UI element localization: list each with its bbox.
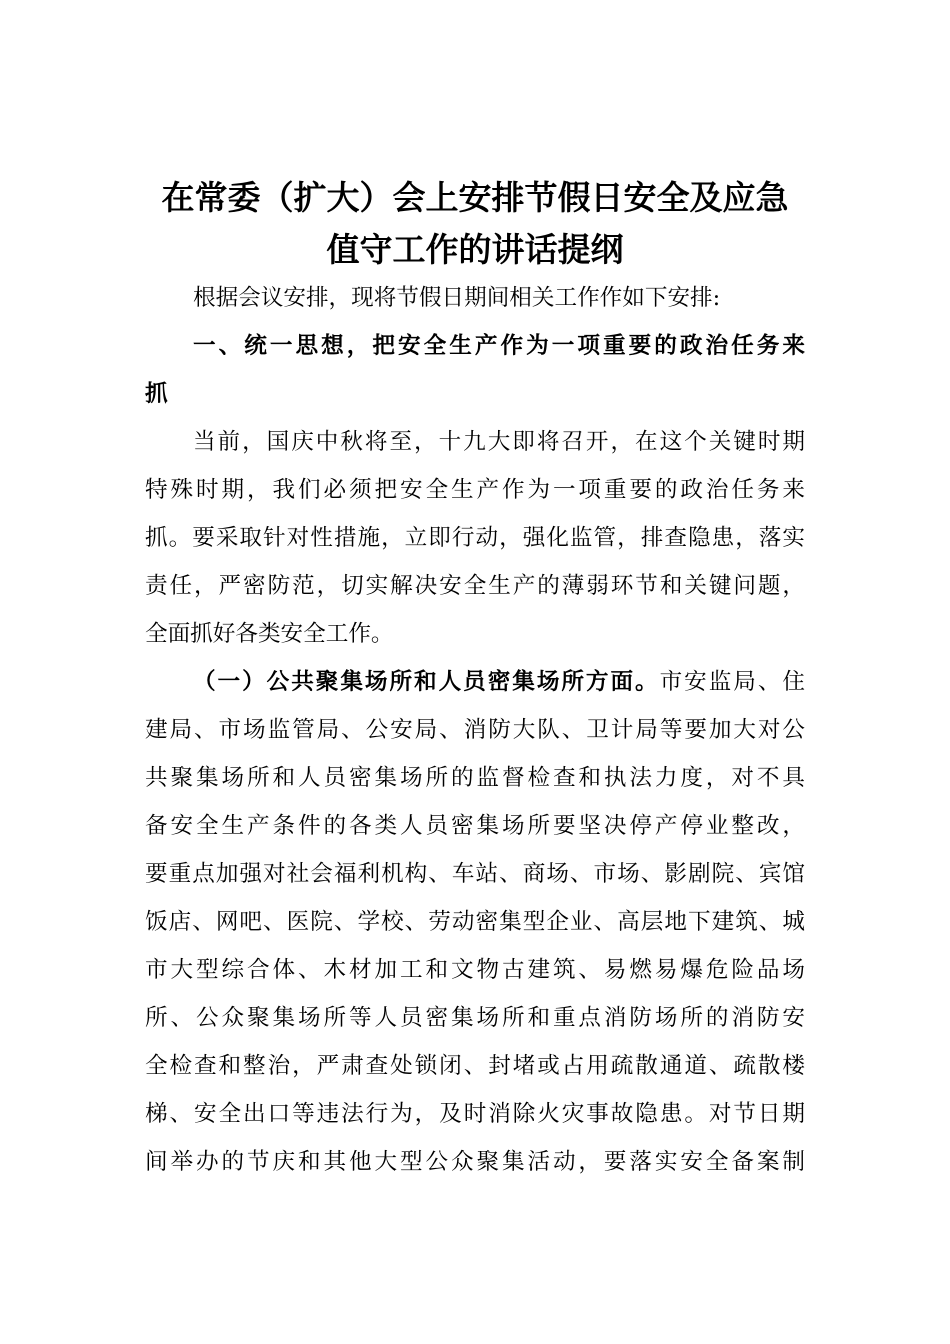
- para2-line: 饭店、网吧、医院、学校、劳动密集型企业、高层地下建筑、城: [145, 909, 805, 935]
- para2-line: 所、公众聚集场所等人员密集场所和重点消防场所的消防安: [145, 1005, 805, 1031]
- para2-first-line-text: 市安监局、住: [659, 669, 805, 695]
- para2-line: 共聚集场所和人员密集场所的监督检查和执法力度，对不具: [145, 765, 805, 791]
- para2-line: 间举办的节庆和其他大型公众聚集活动，要落实安全备案制: [145, 1149, 805, 1175]
- para2-line: 市大型综合体、木材加工和文物古建筑、易燃易爆危险品场: [145, 957, 805, 983]
- para1-line: 当前，国庆中秋将至，十九大即将召开，在这个关键时期: [193, 429, 805, 455]
- para2-line: 备安全生产条件的各类人员密集场所要坚决停产停业整改，: [145, 813, 805, 839]
- para2-line: 建局、市场监管局、公安局、消防大队、卫计局等要加大对公: [145, 717, 805, 743]
- para2-line: 梯、安全出口等违法行为，及时消除火灾事故隐患。对节日期: [145, 1101, 805, 1127]
- section-1-heading-line-1: 一、统一思想，把安全生产作为一项重要的政治任务来: [193, 333, 805, 359]
- document-title-line-2: 值守工作的讲话提纲: [326, 230, 624, 269]
- section-1-heading-line-2: 抓: [145, 381, 168, 407]
- document-body: [145, 274, 805, 1186]
- intro-paragraph: 根据会议安排，现将节假日期间相关工作作如下安排:: [193, 285, 721, 311]
- document-title-line-1: 在常委（扩大）会上安排节假日安全及应急: [161, 178, 789, 217]
- para1-line: 责任，严密防范，切实解决安全生产的薄弱环节和关键问题，: [145, 573, 805, 599]
- para1-line: 抓。要采取针对性措施，立即行动，强化监管，排查隐患，落实: [145, 525, 805, 551]
- subsection-1-heading: （一）公共聚集场所和人员密集场所方面。: [193, 669, 660, 695]
- para1-line: 特殊时期，我们必须把安全生产作为一项重要的政治任务来: [145, 477, 805, 503]
- para2-line: 要重点加强对社会福利机构、车站、商场、市场、影剧院、宾馆: [145, 861, 805, 887]
- para2-line: 全检查和整治，严肃查处锁闭、封堵或占用疏散通道、疏散楼: [145, 1053, 805, 1079]
- para1-line: 全面抓好各类安全工作。: [145, 621, 394, 647]
- para2-first-line: [145, 658, 805, 706]
